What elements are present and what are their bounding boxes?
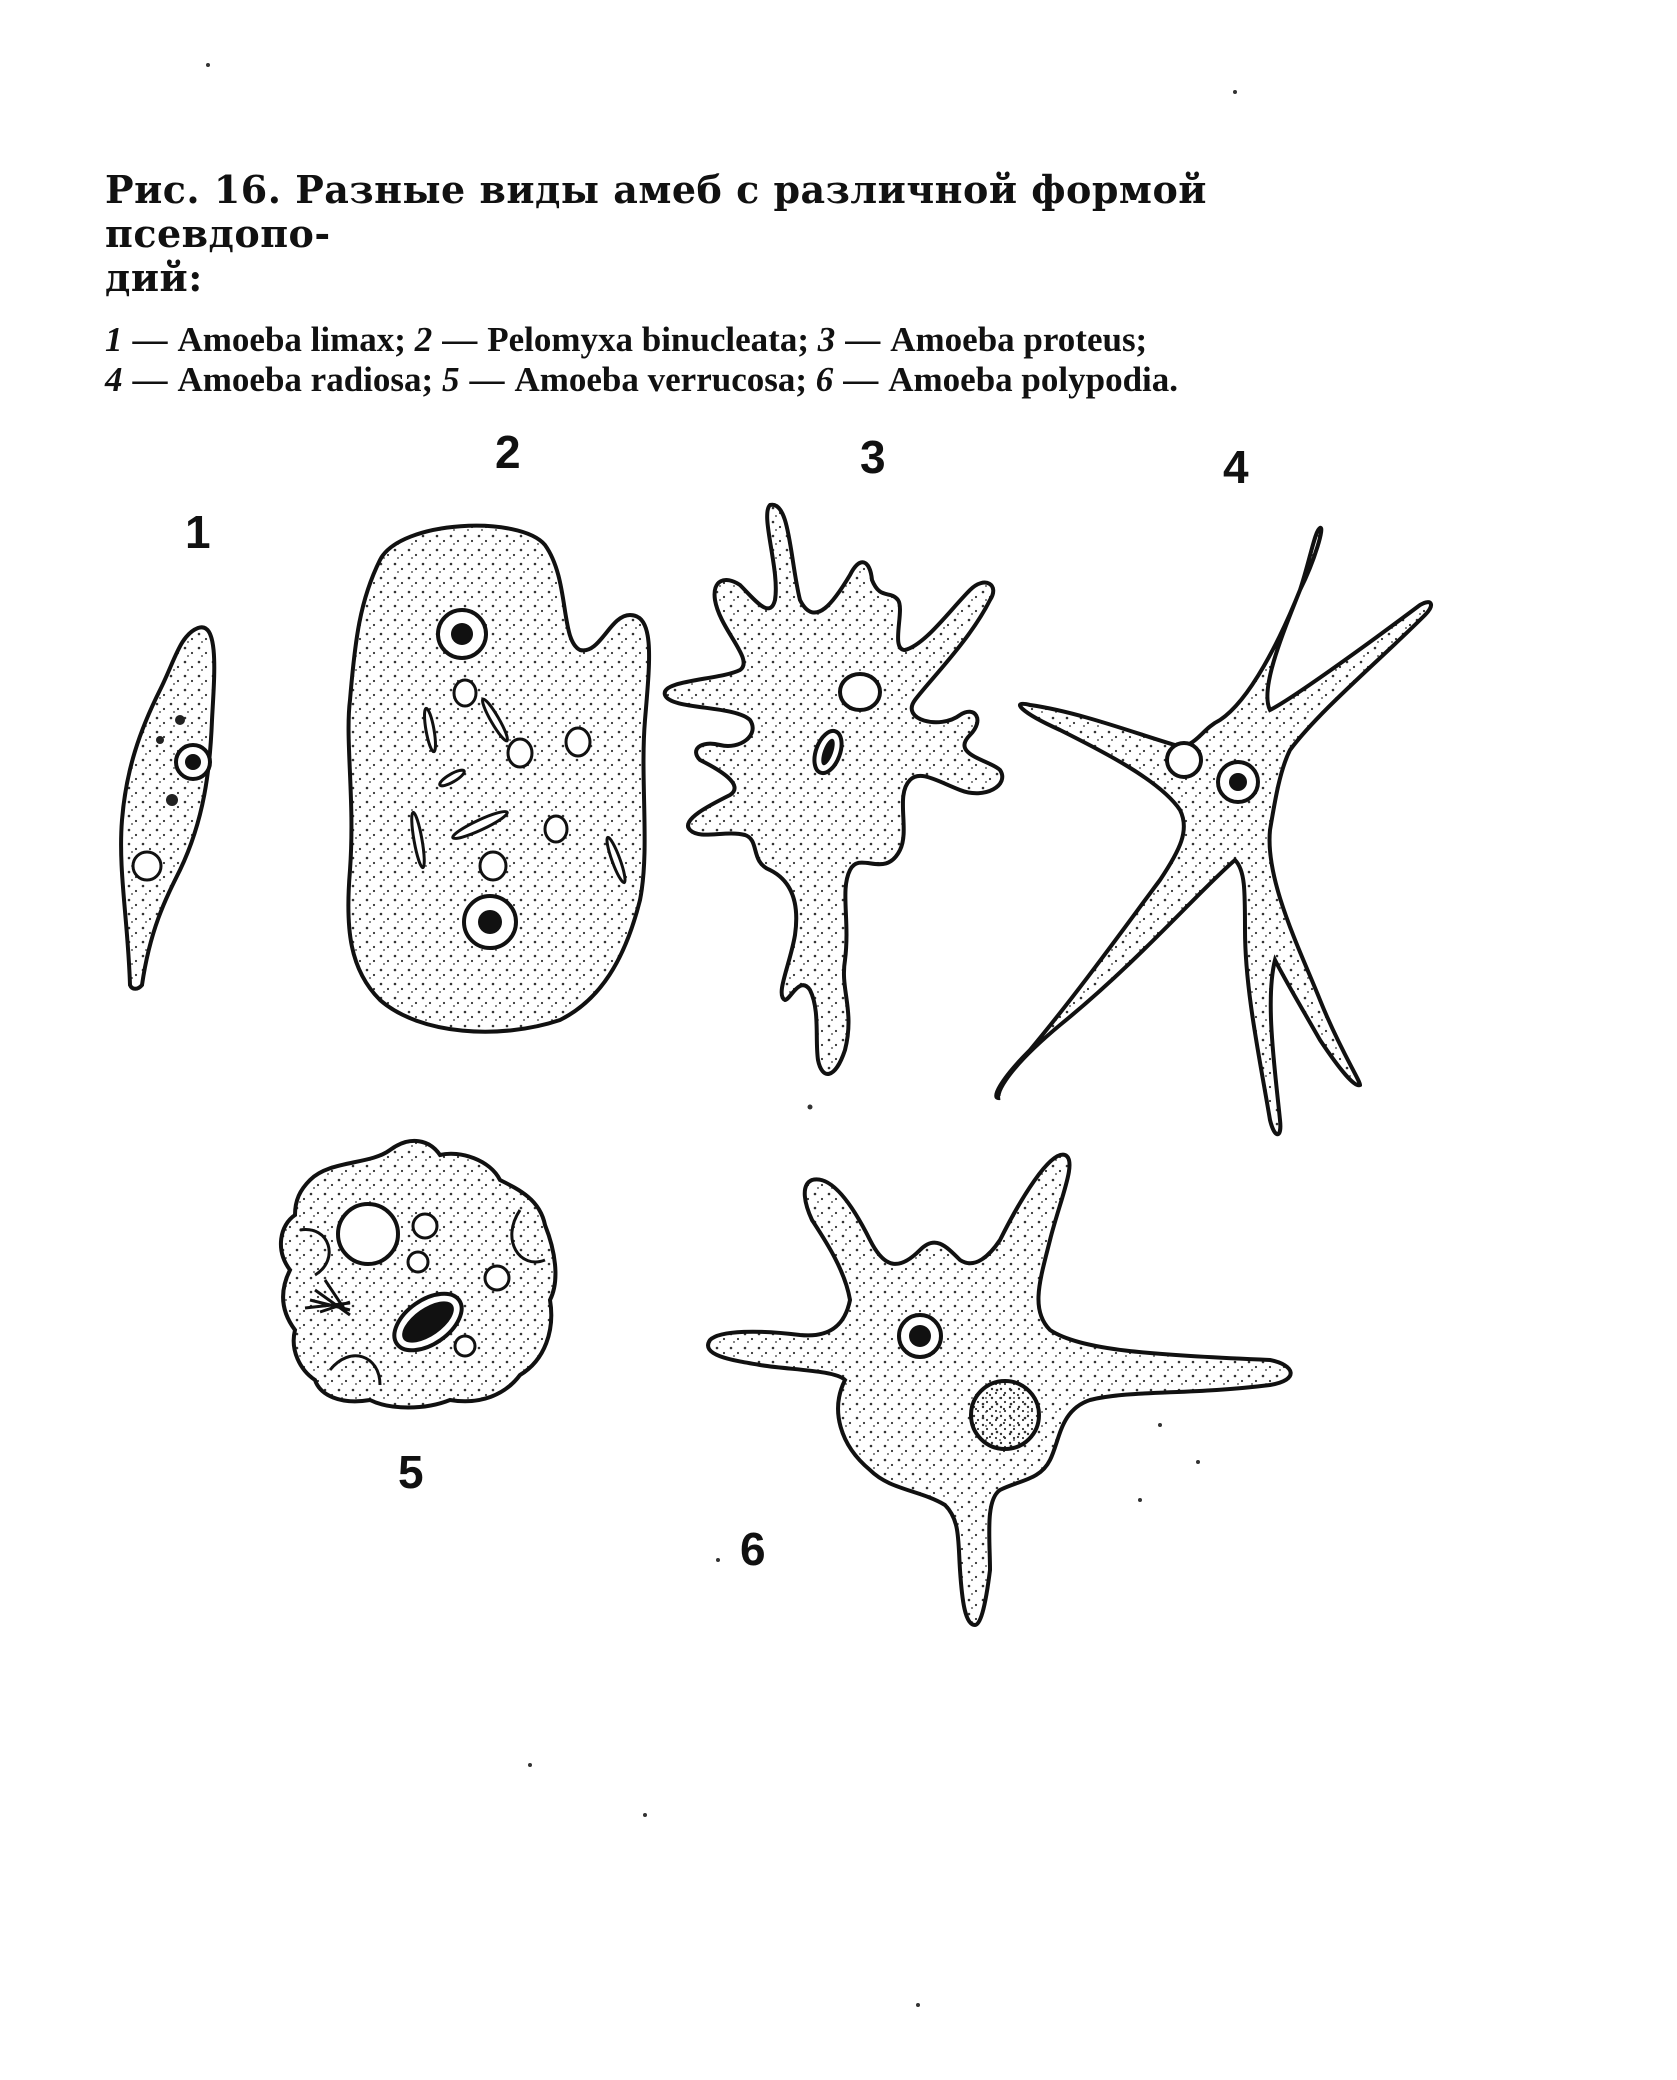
legend-dash: — [132,320,168,359]
figure-label-6: 6 [740,1523,766,1575]
legend-num: 3 [817,320,836,359]
amoeba-limax-drawing [121,627,214,988]
figure-label-2: 2 [495,426,521,478]
legend-num: 6 [815,360,834,399]
print-specks [206,63,1237,2007]
figure-label-3: 3 [860,431,886,483]
amoeba-polypodia-drawing [708,1155,1291,1625]
legend-dash: — [442,320,478,359]
legend-dash: — [843,360,879,399]
caption-line-2: дий: [105,255,203,300]
caption-line-1: Рис. 16. Разные виды амеб с различной формой псевдопо- [105,167,1207,256]
legend-dash: — [469,360,505,399]
legend-num: 2 [414,320,433,359]
legend-num: 5 [441,360,460,399]
legend-dash: — [132,360,168,399]
amoeba-verrucosa-drawing [281,1141,556,1408]
figure-label-5: 5 [398,1446,424,1498]
legend-name: Amoeba limax; [177,320,406,359]
figure-label-4: 4 [1223,441,1249,493]
legend-num: 4 [105,360,123,399]
pelomyxa-binucleata-drawing [348,526,649,1032]
legend-dash: — [845,320,881,359]
legend-name: Pelomyxa binucleata; [487,320,809,359]
legend-name: Amoeba radiosa; [177,360,434,399]
figure-label-1: 1 [185,506,211,558]
amoeba-proteus-drawing [665,505,1003,1074]
legend-name: Amoeba polypodia. [888,360,1179,399]
legend-num: 1 [105,320,123,359]
legend-name: Amoeba verrucosa; [514,360,807,399]
legend-name: Amoeba proteus; [890,320,1148,359]
amoeba-radiosa-drawing [996,528,1431,1134]
